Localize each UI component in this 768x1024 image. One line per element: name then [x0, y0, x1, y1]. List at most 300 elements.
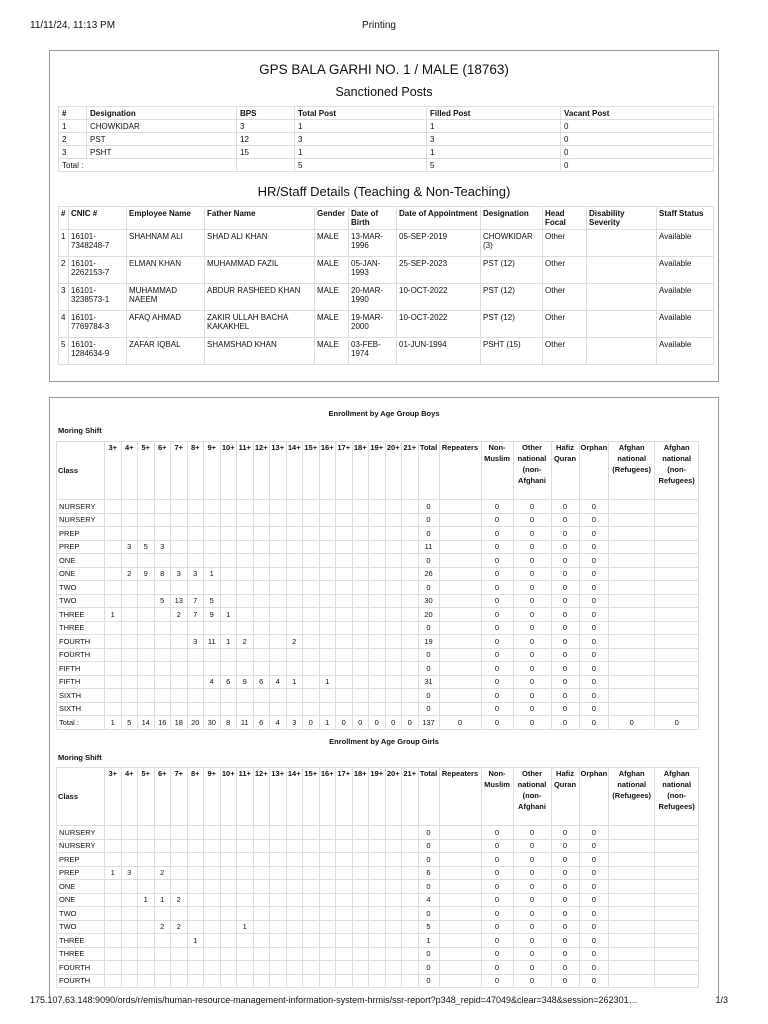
table-cell: [402, 689, 419, 703]
column-header: 21+: [402, 768, 419, 826]
table-cell: [105, 594, 122, 608]
table-cell: 0: [481, 853, 513, 867]
table-cell: [220, 702, 237, 716]
table-cell: 5: [59, 338, 69, 365]
table-cell: [439, 893, 481, 907]
column-header: 5+: [138, 768, 155, 826]
table-cell: [286, 540, 303, 554]
table-cell: 0: [513, 513, 551, 527]
table-cell: [253, 689, 270, 703]
table-cell: [220, 513, 237, 527]
table-cell: [154, 527, 171, 541]
table-cell: [253, 554, 270, 568]
column-header: 4+: [121, 768, 138, 826]
table-cell: [286, 648, 303, 662]
table-cell: [336, 648, 353, 662]
table-cell: 7: [187, 608, 204, 622]
column-header: Vacant Post: [561, 107, 714, 120]
table-cell: CHOWKIDAR (3): [481, 230, 543, 257]
table-cell: [369, 513, 386, 527]
table-cell: THREE: [57, 947, 105, 961]
table-cell: 16101-3238573-1: [69, 284, 127, 311]
table-cell: [319, 567, 336, 581]
table-cell: [369, 866, 386, 880]
table-cell: [270, 662, 287, 676]
table-cell: [154, 839, 171, 853]
table-cell: 0: [481, 608, 513, 622]
table-cell: [270, 934, 287, 948]
table-cell: [121, 594, 138, 608]
table-cell: [352, 581, 369, 595]
table-cell: 5: [418, 920, 439, 934]
table-cell: [154, 500, 171, 514]
table-cell: [609, 853, 655, 867]
table-cell: [385, 839, 402, 853]
table-cell: 0: [303, 716, 320, 730]
table-cell: 2: [59, 257, 69, 284]
table-cell: 0: [513, 608, 551, 622]
table-cell: [303, 880, 320, 894]
table-cell: [655, 608, 699, 622]
table-cell: 0: [513, 974, 551, 988]
table-cell: 0: [551, 581, 579, 595]
table-cell: 0: [513, 880, 551, 894]
table-cell: 0: [481, 621, 513, 635]
table-cell: [220, 880, 237, 894]
table-cell: [187, 554, 204, 568]
table-cell: [121, 839, 138, 853]
table-cell: [319, 540, 336, 554]
table-cell: PREP: [57, 866, 105, 880]
table-cell: [385, 961, 402, 975]
table-cell: MUHAMMAD FAZIL: [205, 257, 315, 284]
table-cell: [402, 947, 419, 961]
column-header: Non-Muslim: [481, 768, 513, 826]
table-cell: ONE: [57, 567, 105, 581]
table-cell: [204, 500, 221, 514]
table-cell: [587, 257, 657, 284]
table-cell: [220, 907, 237, 921]
table-cell: [187, 621, 204, 635]
table-cell: [138, 621, 155, 635]
column-header: 15+: [303, 768, 320, 826]
table-cell: 1: [154, 893, 171, 907]
table-cell: [121, 920, 138, 934]
table-cell: [439, 689, 481, 703]
table-cell: 0: [551, 608, 579, 622]
table-cell: [303, 920, 320, 934]
table-cell: FOURTH: [57, 961, 105, 975]
table-row: [57, 934, 699, 948]
table-cell: [253, 527, 270, 541]
table-cell: [204, 880, 221, 894]
table-cell: SIXTH: [57, 702, 105, 716]
table-cell: 4: [59, 311, 69, 338]
table-cell: [402, 974, 419, 988]
table-cell: 3: [59, 284, 69, 311]
table-cell: 0: [579, 513, 609, 527]
table-cell: 0: [551, 540, 579, 554]
table-cell: [286, 594, 303, 608]
table-cell: [385, 648, 402, 662]
column-header: 8+: [187, 442, 204, 500]
table-cell: [609, 839, 655, 853]
table-cell: [121, 554, 138, 568]
table-cell: [303, 513, 320, 527]
table-cell: [352, 594, 369, 608]
table-cell: [154, 675, 171, 689]
table-cell: [187, 880, 204, 894]
column-header: 14+: [286, 768, 303, 826]
table-cell: [237, 621, 254, 635]
table-cell: 0: [481, 839, 513, 853]
table-cell: [655, 540, 699, 554]
table-cell: [220, 540, 237, 554]
table-cell: 0: [579, 594, 609, 608]
table-cell: [270, 880, 287, 894]
table-cell: Available: [657, 230, 714, 257]
table-cell: 0: [551, 961, 579, 975]
table-cell: [105, 839, 122, 853]
table-cell: [154, 554, 171, 568]
table-cell: [402, 581, 419, 595]
page-number: 1/3: [715, 995, 728, 1005]
table-cell: Other: [543, 338, 587, 365]
table-cell: THREE: [57, 934, 105, 948]
table-cell: Available: [657, 284, 714, 311]
table-cell: [369, 540, 386, 554]
table-cell: [369, 648, 386, 662]
table-cell: [270, 567, 287, 581]
table-cell: [270, 974, 287, 988]
table-cell: PREP: [57, 527, 105, 541]
table-cell: 0: [579, 689, 609, 703]
staff-details-title: HR/Staff Details (Teaching & Non-Teaching): [257, 184, 511, 199]
column-header: Orphan: [579, 442, 609, 500]
table-cell: 0: [579, 540, 609, 554]
table-cell: [220, 974, 237, 988]
table-cell: [154, 581, 171, 595]
table-cell: FIFTH: [57, 662, 105, 676]
table-cell: [352, 866, 369, 880]
table-cell: [237, 961, 254, 975]
column-header: Afghan national (Refugees): [609, 768, 655, 826]
table-cell: [187, 920, 204, 934]
table-row: [57, 907, 699, 921]
column-header: 19+: [369, 442, 386, 500]
table-cell: [385, 554, 402, 568]
table-cell: [369, 961, 386, 975]
table-cell: 0: [551, 621, 579, 635]
table-cell: 10-OCT-2022: [397, 311, 481, 338]
column-header: Class: [57, 768, 105, 826]
table-cell: [319, 594, 336, 608]
table-cell: [385, 866, 402, 880]
table-cell: [171, 826, 188, 840]
table-cell: [655, 635, 699, 649]
table-cell: [253, 893, 270, 907]
table-cell: [385, 934, 402, 948]
table-cell: PST (12): [481, 284, 543, 311]
table-cell: 19-MAR-2000: [349, 311, 397, 338]
column-header: Hafiz Quran: [551, 442, 579, 500]
table-cell: [270, 635, 287, 649]
table-cell: [336, 853, 353, 867]
table-cell: [439, 635, 481, 649]
table-cell: [609, 866, 655, 880]
table-cell: [609, 974, 655, 988]
table-cell: [138, 866, 155, 880]
table-cell: [609, 581, 655, 595]
table-cell: [154, 702, 171, 716]
table-cell: [253, 961, 270, 975]
table-cell: 0: [513, 853, 551, 867]
school-report-panel: [49, 50, 719, 382]
table-cell: [220, 853, 237, 867]
table-cell: [253, 500, 270, 514]
table-cell: [655, 961, 699, 975]
table-row: [59, 146, 714, 159]
table-cell: [303, 527, 320, 541]
table-cell: [385, 880, 402, 894]
column-header: 10+: [220, 768, 237, 826]
table-cell: [121, 621, 138, 635]
table-cell: [319, 608, 336, 622]
table-cell: [402, 594, 419, 608]
table-cell: [439, 974, 481, 988]
table-cell: [319, 527, 336, 541]
table-cell: [237, 866, 254, 880]
table-cell: SIXTH: [57, 689, 105, 703]
table-cell: [439, 567, 481, 581]
table-cell: [655, 907, 699, 921]
table-cell: [655, 648, 699, 662]
column-header: 21+: [402, 442, 419, 500]
table-cell: [336, 675, 353, 689]
table-row: [57, 567, 699, 581]
column-header: Date of Appointment: [397, 207, 481, 230]
table-cell: [105, 961, 122, 975]
table-cell: 6: [253, 716, 270, 730]
table-cell: 3: [237, 120, 295, 133]
table-cell: [439, 853, 481, 867]
table-cell: [253, 866, 270, 880]
table-cell: [105, 947, 122, 961]
table-cell: [204, 907, 221, 921]
table-cell: [352, 648, 369, 662]
table-cell: [609, 621, 655, 635]
table-cell: [439, 513, 481, 527]
table-cell: [439, 907, 481, 921]
table-cell: MALE: [315, 338, 349, 365]
sanctioned-posts-title: Sanctioned Posts: [335, 85, 433, 99]
table-row: [57, 702, 699, 716]
table-cell: [171, 947, 188, 961]
table-cell: [655, 513, 699, 527]
table-cell: [385, 974, 402, 988]
table-cell: [138, 554, 155, 568]
table-cell: [402, 662, 419, 676]
column-header: 13+: [270, 768, 287, 826]
table-cell: [439, 934, 481, 948]
table-cell: [439, 920, 481, 934]
table-row: [57, 554, 699, 568]
column-header: 9+: [204, 442, 221, 500]
table-cell: [369, 839, 386, 853]
table-cell: [105, 635, 122, 649]
table-cell: 0: [579, 839, 609, 853]
table-cell: [220, 527, 237, 541]
table-cell: 0: [551, 934, 579, 948]
table-cell: 1: [418, 934, 439, 948]
enrollment-panel: [49, 397, 719, 997]
table-cell: [154, 947, 171, 961]
table-cell: 0: [481, 594, 513, 608]
column-header: 18+: [352, 442, 369, 500]
table-cell: [204, 689, 221, 703]
table-cell: [655, 880, 699, 894]
table-cell: [253, 947, 270, 961]
table-cell: ELMAN KHAN: [127, 257, 205, 284]
table-cell: [154, 608, 171, 622]
table-cell: [187, 662, 204, 676]
table-cell: [270, 581, 287, 595]
table-cell: [154, 974, 171, 988]
column-header: Repeaters: [439, 442, 481, 500]
table-cell: [319, 947, 336, 961]
table-row: [59, 284, 714, 311]
table-cell: [270, 907, 287, 921]
table-cell: [171, 540, 188, 554]
table-cell: [204, 893, 221, 907]
table-cell: [121, 947, 138, 961]
table-cell: [319, 689, 336, 703]
table-cell: [237, 567, 254, 581]
table-cell: [369, 920, 386, 934]
table-cell: [369, 594, 386, 608]
table-cell: [171, 621, 188, 635]
table-cell: [204, 961, 221, 975]
table-cell: [187, 702, 204, 716]
table-cell: [402, 826, 419, 840]
table-cell: [204, 662, 221, 676]
table-cell: [171, 974, 188, 988]
table-cell: 1: [204, 567, 221, 581]
girls-enrollment-table: [56, 767, 699, 988]
table-cell: [171, 934, 188, 948]
table-cell: [303, 675, 320, 689]
table-cell: 0: [561, 146, 714, 159]
table-row: [59, 230, 714, 257]
table-cell: [609, 689, 655, 703]
table-cell: [154, 648, 171, 662]
table-cell: 2: [286, 635, 303, 649]
table-cell: 0: [551, 920, 579, 934]
table-cell: 0: [513, 839, 551, 853]
column-header: 3+: [105, 442, 122, 500]
column-header: Disability Severity: [587, 207, 657, 230]
table-row: [57, 947, 699, 961]
table-cell: [204, 581, 221, 595]
table-cell: [121, 853, 138, 867]
table-cell: [587, 230, 657, 257]
table-cell: 0: [418, 974, 439, 988]
table-cell: [138, 500, 155, 514]
table-cell: ONE: [57, 880, 105, 894]
table-cell: [220, 866, 237, 880]
table-cell: 5: [138, 540, 155, 554]
column-header: BPS: [237, 107, 295, 120]
table-cell: [439, 866, 481, 880]
table-cell: 3: [187, 567, 204, 581]
table-cell: 1: [319, 716, 336, 730]
table-cell: [303, 907, 320, 921]
table-cell: ZAKIR ULLAH BACHA KAKAKHEL: [205, 311, 315, 338]
table-cell: 2: [121, 567, 138, 581]
table-cell: [171, 675, 188, 689]
table-cell: 0: [513, 621, 551, 635]
column-header: 14+: [286, 442, 303, 500]
table-cell: 0: [513, 527, 551, 541]
table-cell: [237, 581, 254, 595]
table-cell: 6: [253, 675, 270, 689]
table-cell: [352, 500, 369, 514]
table-cell: 0: [481, 689, 513, 703]
table-cell: [385, 635, 402, 649]
table-cell: 0: [418, 527, 439, 541]
table-cell: 0: [579, 934, 609, 948]
table-cell: 0: [481, 920, 513, 934]
table-cell: [439, 648, 481, 662]
table-cell: [655, 675, 699, 689]
table-row: [57, 662, 699, 676]
table-cell: [220, 662, 237, 676]
column-header: 18+: [352, 768, 369, 826]
table-cell: [385, 621, 402, 635]
table-cell: 0: [481, 513, 513, 527]
table-cell: 0: [551, 635, 579, 649]
table-cell: [270, 893, 287, 907]
table-row: [57, 961, 699, 975]
table-cell: [138, 594, 155, 608]
table-cell: [138, 961, 155, 975]
table-cell: [369, 675, 386, 689]
table-cell: [171, 513, 188, 527]
table-cell: NURSERY: [57, 500, 105, 514]
table-cell: 0: [551, 893, 579, 907]
table-cell: [121, 635, 138, 649]
table-cell: [303, 608, 320, 622]
table-cell: MALE: [315, 311, 349, 338]
column-header: 7+: [171, 442, 188, 500]
table-cell: [369, 947, 386, 961]
table-row: [57, 635, 699, 649]
table-cell: [609, 635, 655, 649]
table-cell: [655, 621, 699, 635]
table-cell: 0: [481, 581, 513, 595]
table-cell: [220, 581, 237, 595]
table-cell: [369, 554, 386, 568]
column-header: 11+: [237, 442, 254, 500]
table-cell: 2: [59, 133, 87, 146]
table-cell: [171, 581, 188, 595]
table-cell: [187, 689, 204, 703]
table-cell: [336, 920, 353, 934]
table-cell: [303, 648, 320, 662]
table-cell: [336, 907, 353, 921]
table-cell: [336, 621, 353, 635]
table-cell: [385, 608, 402, 622]
